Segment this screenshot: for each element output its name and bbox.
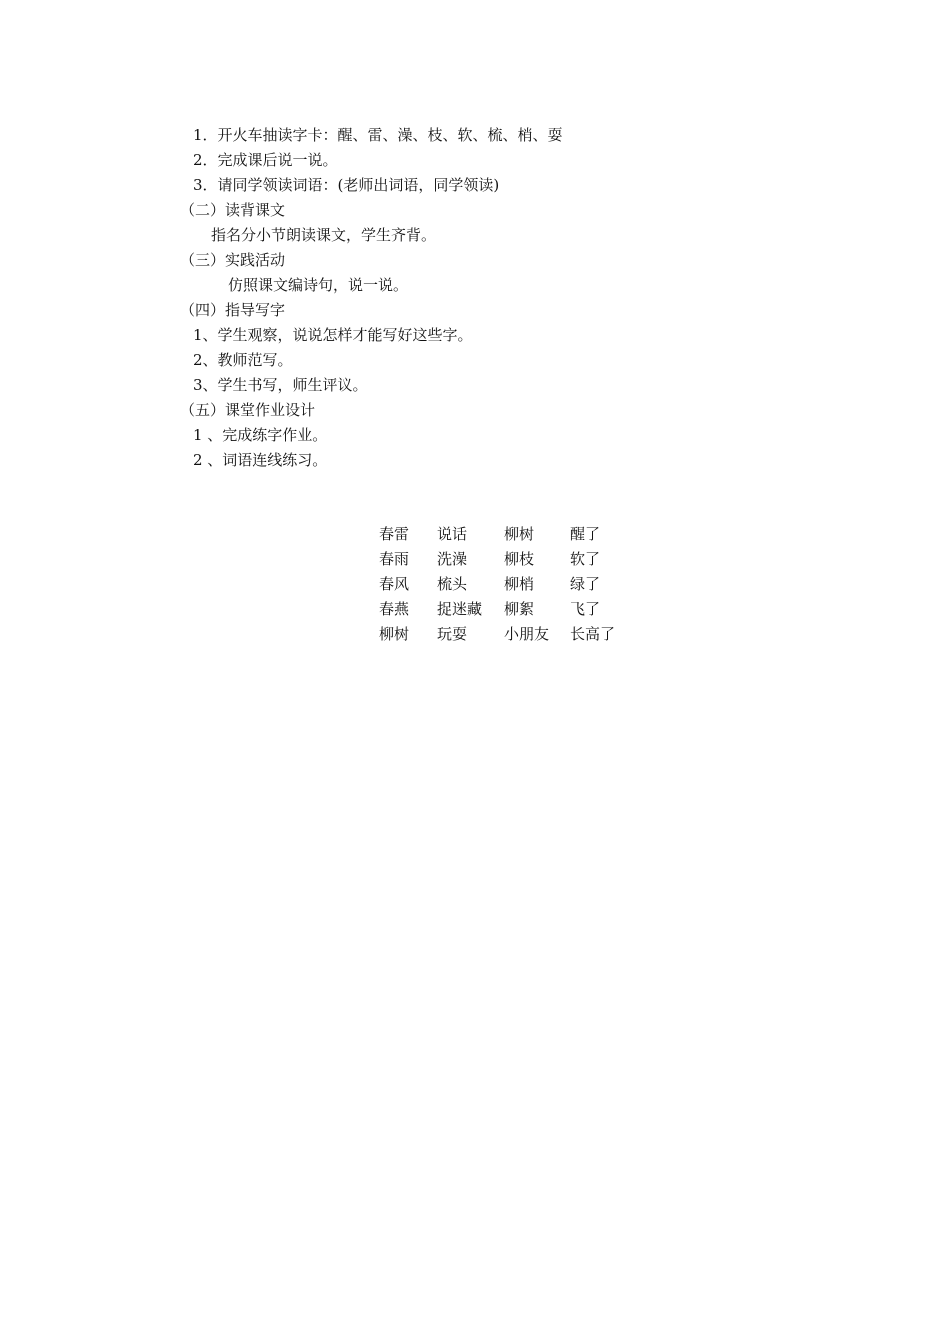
table-cell: 柳树	[379, 625, 410, 643]
table-row	[372, 622, 630, 647]
table-cell: 长高了	[570, 625, 616, 643]
table-row	[372, 572, 630, 597]
table-cell: 软了	[570, 550, 601, 568]
step-item-1: 1．开火车抽读字卡：醒、雷、澡、枝、软、梳、梢、耍	[193, 126, 563, 144]
table-cell: 柳枝	[504, 550, 535, 568]
step-item-3: 3．请同学领读词语：(老师出词语，同学领读)	[193, 176, 500, 194]
section-text-read-recite: 指名分小节朗读课文，学生齐背。	[211, 226, 437, 244]
table-cell: 洗澡	[437, 550, 468, 568]
table-cell: 醒了	[570, 525, 601, 543]
section-heading-writing: （四）指导写字	[180, 301, 286, 319]
writing-item-2: 2、教师范写。	[193, 351, 293, 369]
table-cell: 捉迷藏	[437, 600, 483, 618]
table-cell: 柳梢	[504, 575, 535, 593]
section-heading-read-recite: （二）读背课文	[180, 201, 286, 219]
section-text-practice: 仿照课文编诗句，说一说。	[228, 276, 409, 294]
section-heading-practice: （三）实践活动	[180, 251, 286, 269]
homework-item-1: 1 、完成练字作业。	[193, 426, 328, 444]
table-row	[372, 547, 630, 572]
table-cell: 飞了	[570, 600, 601, 618]
table-cell: 春雨	[379, 550, 410, 568]
table-row	[372, 597, 630, 622]
table-cell: 春燕	[379, 600, 410, 618]
writing-item-1: 1、学生观察，说说怎样才能写好这些字。	[193, 326, 473, 344]
table-cell: 柳絮	[504, 600, 535, 618]
table-cell: 玩耍	[437, 625, 468, 643]
table-cell: 柳树	[504, 525, 535, 543]
table-cell: 绿了	[570, 575, 601, 593]
homework-item-2: 2 、词语连线练习。	[193, 451, 328, 469]
word-matching-table	[372, 522, 630, 647]
step-item-2: 2．完成课后说一说。	[193, 151, 338, 169]
table-cell: 春风	[379, 575, 410, 593]
table-cell: 小朋友	[504, 625, 550, 643]
table-cell: 说话	[437, 525, 468, 543]
section-heading-homework: （五）课堂作业设计	[180, 401, 316, 419]
table-cell: 梳头	[437, 575, 468, 593]
writing-item-3: 3、学生书写，师生评议。	[193, 376, 368, 394]
table-row	[372, 522, 630, 547]
table-cell: 春雷	[379, 525, 410, 543]
